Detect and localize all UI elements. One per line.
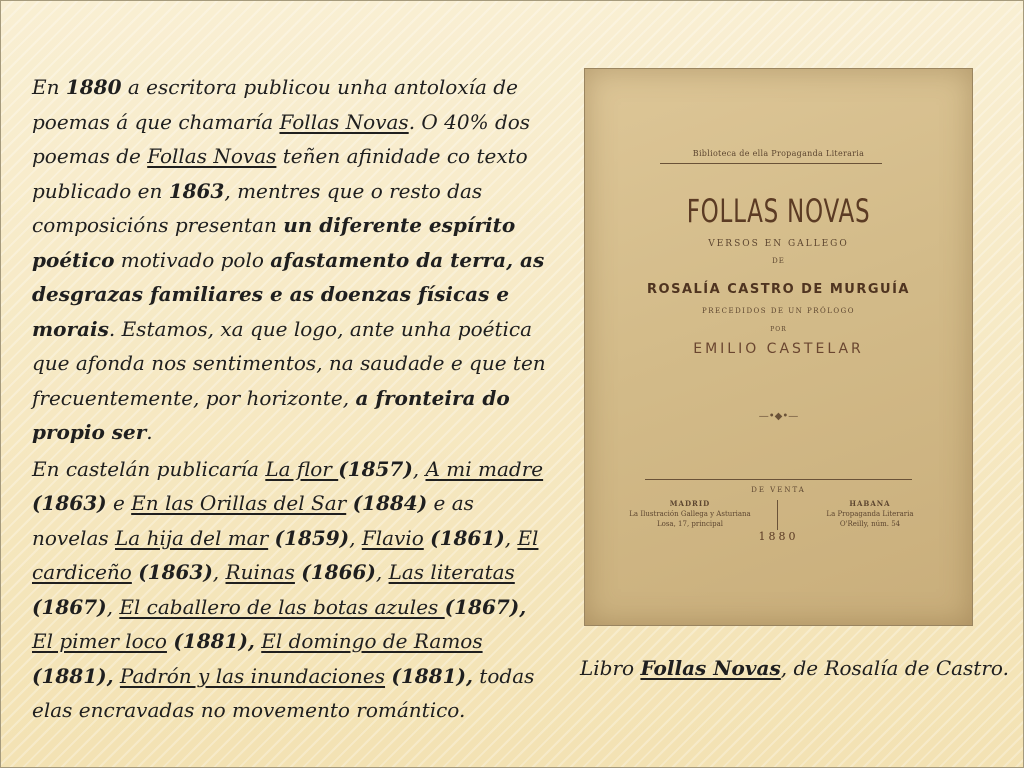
text-run: La hija del mar bbox=[115, 525, 269, 550]
book-sale-habana-line2: O'Reilly, núm. 54 bbox=[839, 520, 901, 528]
book-sale-habana bbox=[785, 499, 955, 529]
text-run: , bbox=[349, 525, 362, 550]
text-run: (1867) bbox=[32, 594, 107, 619]
book-rule-bottom bbox=[645, 479, 912, 480]
text-run: . bbox=[146, 420, 153, 444]
text-run: El caballero de las botas azules bbox=[119, 594, 445, 619]
paragraph-castilian-works bbox=[32, 452, 552, 728]
text-run: a fronteira do propio ser bbox=[32, 385, 510, 444]
book-sale-habana-line1: La Propaganda Literaria bbox=[826, 510, 914, 518]
text-run: Follas Novas bbox=[279, 109, 409, 134]
text-run: Follas Novas bbox=[147, 144, 277, 168]
text-run: , bbox=[504, 525, 518, 550]
text-run: a escritora publicou unha antoloxía de poemas á que chamaría bbox=[32, 75, 518, 134]
text-run: , bbox=[106, 594, 120, 619]
text-run: (1881), bbox=[391, 663, 473, 688]
main-text bbox=[32, 70, 552, 730]
book-series: Biblioteca de ella Propaganda Literaria bbox=[692, 149, 865, 158]
text-run: 1863 bbox=[168, 178, 225, 203]
text-run: (1863) bbox=[138, 560, 213, 584]
text-run: (1884) bbox=[352, 491, 428, 515]
book-sale-madrid-line2: Losa, 17, principal bbox=[656, 520, 724, 528]
book-sale-habana-city: HABANA bbox=[849, 499, 891, 508]
text-run: (1867), bbox=[444, 594, 527, 619]
text-run: (1881), bbox=[173, 629, 255, 653]
text-run: (1859) bbox=[274, 525, 350, 550]
book-por: POR bbox=[770, 326, 787, 333]
book-preceded: PRECEDIDOS DE UN PRÓLOGO bbox=[702, 307, 855, 315]
text-run: , mentres que o resto das composicións presentan bbox=[32, 178, 483, 237]
text-run: , bbox=[212, 560, 226, 584]
text-run: (1881), bbox=[32, 663, 114, 688]
paragraph-follas-novas bbox=[32, 70, 552, 450]
book-de: DE bbox=[772, 257, 785, 265]
text-run: e bbox=[106, 491, 132, 515]
book-sale-madrid bbox=[605, 499, 775, 529]
book-cover-photo bbox=[585, 69, 972, 625]
book-prologuist: EMILIO CASTELAR bbox=[693, 341, 864, 357]
book-rule-top bbox=[660, 163, 882, 164]
book-sale-head: DE VENTA bbox=[751, 486, 806, 494]
caption-book-title: Follas Novas bbox=[640, 656, 781, 680]
text-run: Flavio bbox=[361, 525, 424, 550]
book-author: ROSALÍA CASTRO DE MURGUÍA bbox=[647, 282, 910, 297]
text-run: (1863) bbox=[32, 491, 107, 515]
text-run: En las Orillas del Sar bbox=[131, 491, 347, 515]
book-year: 1880 bbox=[758, 530, 799, 543]
text-run: A mi madre bbox=[425, 456, 544, 481]
text-run: . O 40% dos poemas de bbox=[32, 109, 531, 168]
text-run: teñen afinidade co texto publicado en bbox=[32, 144, 528, 203]
text-run: , bbox=[375, 560, 389, 584]
text-run: 1880 bbox=[65, 75, 122, 99]
book-cover bbox=[585, 69, 972, 625]
book-subtitle: VERSOS EN GALLEGO bbox=[708, 239, 849, 249]
text-run: afastamento da terra, as desgrazas familiares e as doenzas físicas e morais bbox=[32, 247, 545, 341]
text-run: Ruinas bbox=[225, 560, 295, 584]
text-run: En bbox=[32, 75, 66, 99]
text-run: , bbox=[412, 456, 426, 481]
text-run: un diferente espírito poético bbox=[32, 213, 516, 272]
ornament-icon: —•◆•— bbox=[758, 411, 799, 422]
caption-prefix: Libro bbox=[580, 656, 641, 680]
book-sale-divider bbox=[777, 500, 778, 530]
caption-suffix: , de Rosalía de Castro. bbox=[780, 656, 1009, 680]
text-run: En castelán publicaría bbox=[32, 456, 266, 481]
text-run: e as novelas bbox=[32, 491, 474, 550]
text-run: La flor bbox=[265, 456, 339, 481]
book-title: FOLLAS NOVAS bbox=[686, 192, 871, 230]
text-run: (1866) bbox=[301, 560, 376, 584]
text-run: Padrón y las inundaciones bbox=[119, 663, 386, 688]
text-run: El domingo de Ramos bbox=[261, 629, 483, 653]
image-caption bbox=[580, 656, 1009, 680]
text-run: El cardiceño bbox=[32, 525, 539, 584]
text-run: motivado polo bbox=[114, 247, 271, 272]
text-run: . Estamos, xa que logo, ante unha poética que afonda nos sentimentos, na saudade e que ten frecuentemente, por horizonte, bbox=[32, 316, 546, 410]
text-run: (1857) bbox=[338, 456, 413, 481]
text-run: (1861) bbox=[430, 525, 505, 550]
text-run: El pimer loco bbox=[32, 629, 167, 653]
book-sale-madrid-line1: La Ilustración Gallega y Asturiana bbox=[629, 510, 751, 518]
text-run: todas elas encravadas no movemento romántico. bbox=[32, 663, 535, 722]
book-sale-madrid-city: MADRID bbox=[669, 499, 711, 508]
text-run: Las literatas bbox=[388, 560, 515, 584]
